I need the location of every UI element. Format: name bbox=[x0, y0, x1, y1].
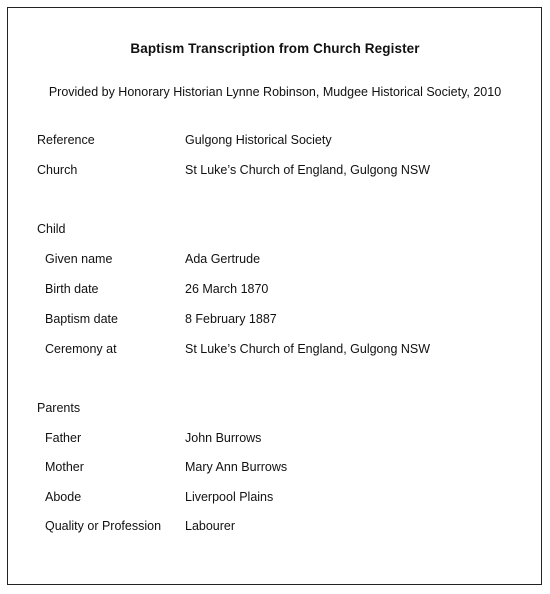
reference-value: Gulgong Historical Society bbox=[185, 133, 332, 147]
church-label: Church bbox=[37, 163, 78, 177]
document-subtitle: Provided by Honorary Historian Lynne Robinson, Mudgee Historical Society, 2010 bbox=[48, 85, 502, 99]
ceremony-at-label: Ceremony at bbox=[45, 342, 117, 356]
birth-date-row bbox=[45, 280, 515, 298]
given-name-value: Ada Gertrude bbox=[185, 252, 261, 266]
mother-value: Mary Ann Burrows bbox=[185, 460, 288, 474]
profession-row bbox=[45, 517, 515, 535]
profession-value: Labourer bbox=[185, 519, 236, 533]
mother-label: Mother bbox=[45, 460, 84, 474]
reference-label: Reference bbox=[37, 133, 95, 147]
mother-row bbox=[45, 458, 515, 476]
given-name-row bbox=[45, 250, 515, 268]
birth-date-value: 26 March 1870 bbox=[185, 282, 269, 296]
abode-label: Abode bbox=[45, 490, 82, 504]
church-value: St Luke’s Church of England, Gulgong NSW bbox=[185, 163, 431, 177]
abode-row bbox=[45, 488, 515, 506]
birth-date-label: Birth date bbox=[45, 282, 99, 296]
reference-row bbox=[37, 131, 517, 149]
church-row bbox=[37, 161, 517, 179]
ceremony-at-value: St Luke’s Church of England, Gulgong NSW bbox=[185, 342, 431, 356]
baptism-date-row bbox=[45, 310, 515, 328]
father-label: Father bbox=[45, 431, 82, 445]
profession-label: Quality or Profession bbox=[45, 519, 162, 533]
father-row bbox=[45, 429, 515, 447]
ceremony-at-row bbox=[45, 340, 515, 358]
given-name-label: Given name bbox=[45, 252, 113, 266]
baptism-date-value: 8 February 1887 bbox=[185, 312, 277, 326]
child-heading: Child bbox=[37, 222, 66, 236]
parents-heading: Parents bbox=[37, 401, 81, 415]
baptism-date-label: Baptism date bbox=[45, 312, 118, 326]
father-value: John Burrows bbox=[185, 431, 262, 445]
document-title: Baptism Transcription from Church Register bbox=[130, 41, 420, 56]
abode-value: Liverpool Plains bbox=[185, 490, 274, 504]
